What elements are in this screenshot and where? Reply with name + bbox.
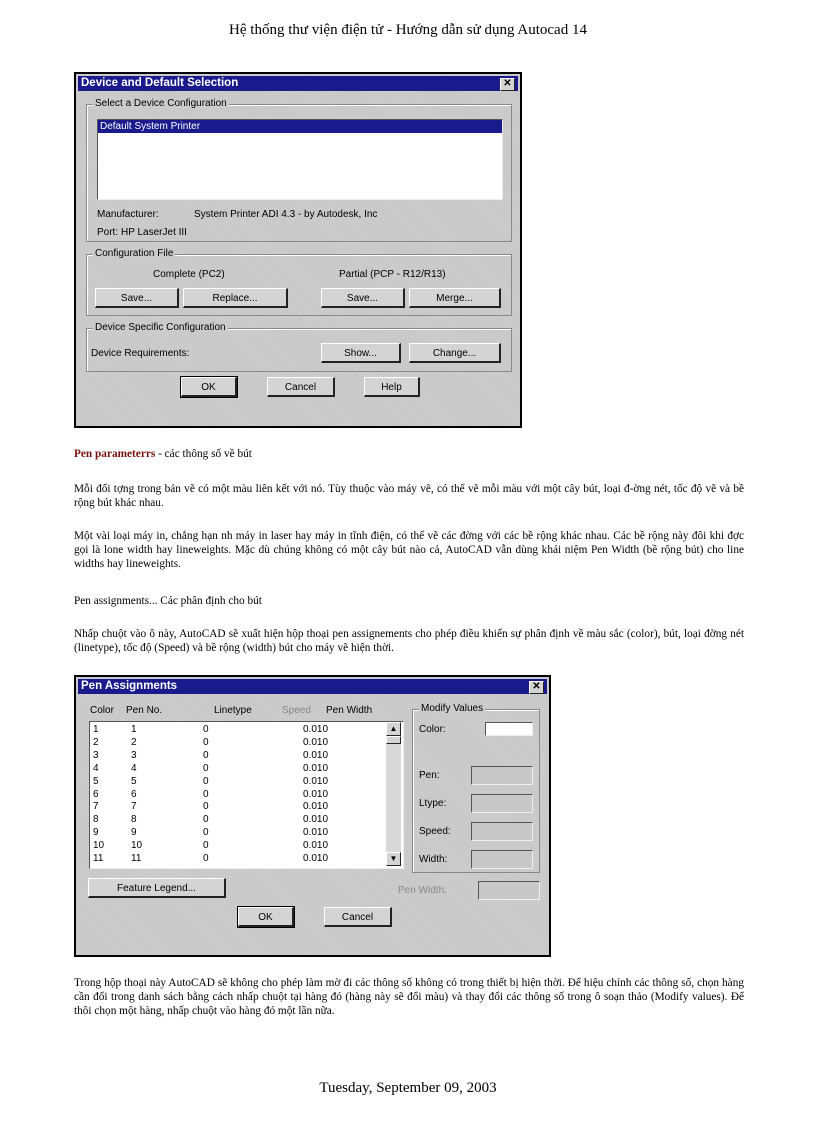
table-row[interactable] — [93, 853, 363, 866]
pen-no-cell: 3 — [131, 749, 137, 761]
color-cell: 4 — [93, 762, 99, 774]
device-config-group — [86, 98, 512, 242]
dialog-title: Device and Default Selection — [81, 77, 239, 89]
pen-width-cell: 0.010 — [303, 749, 329, 761]
close-icon[interactable]: ✕ — [529, 681, 544, 694]
replace-button[interactable]: Replace... — [183, 288, 288, 308]
group-title: Select a Device Configuration — [95, 98, 227, 109]
device-requirements-label: Device Requirements: — [91, 348, 190, 359]
ok-button[interactable]: OK — [181, 377, 237, 397]
linetype-cell: 0 — [203, 788, 209, 800]
scroll-thumb[interactable] — [386, 736, 401, 744]
table-row[interactable] — [93, 776, 363, 789]
linetype-cell: 0 — [203, 853, 209, 865]
page-header: Hệ thống thư viện điện tử - Hướng dẫn sử dụng Autocad 14 — [229, 22, 587, 38]
pen-no-cell: 9 — [131, 827, 137, 839]
ok-button[interactable]: OK — [238, 907, 294, 927]
pen-width-cell: 0.010 — [303, 827, 329, 839]
table-row[interactable] — [93, 840, 363, 853]
pen-no-cell: 2 — [131, 736, 137, 748]
pen-width-cell: 0.010 — [303, 840, 329, 852]
device-specific-group — [86, 322, 512, 372]
color-label: Color: — [419, 724, 446, 735]
port-label: Port: — [97, 227, 119, 238]
color-cell: 3 — [93, 749, 99, 761]
table-row[interactable] — [93, 789, 363, 802]
list-scrollbar[interactable] — [386, 722, 401, 866]
linetype-cell: 0 — [203, 814, 209, 826]
paragraph: Nhấp chuột vào ô này, AutoCAD sẽ xuất hiện hộp thoại pen assignements cho phép điều khiển sự phân định về màu sắc (color), bút, loại đờng nét (linetype), tốc độ (Speed) và bề rộng (width) bút cho máy vẽ hiện thời. — [74, 628, 744, 654]
color-cell: 11 — [93, 853, 104, 865]
paragraph: Pen assignments... Các phân định cho bút — [74, 595, 262, 607]
col-header-color: Color — [90, 705, 114, 716]
table-row[interactable] — [93, 814, 363, 827]
config-file-group — [86, 248, 512, 316]
color-swatch[interactable] — [485, 722, 533, 736]
feature-legend-button[interactable]: Feature Legend... — [88, 878, 226, 898]
pen-no-cell: 4 — [131, 762, 137, 774]
color-cell: 5 — [93, 775, 99, 787]
close-icon[interactable]: ✕ — [500, 78, 515, 91]
table-row[interactable] — [93, 750, 363, 763]
save-complete-button[interactable]: Save... — [95, 288, 179, 308]
pen-no-cell: 6 — [131, 788, 137, 800]
section-heading — [74, 447, 744, 461]
manufacturer-value: System Printer ADI 4.3 - by Autodesk, Inc — [194, 209, 378, 220]
merge-button[interactable]: Merge... — [409, 288, 501, 308]
pen-width-field[interactable] — [478, 881, 540, 900]
pen-assignments-dialog — [74, 675, 551, 957]
paragraph: Một vài loại máy in, chẳng hạn nh máy in laser hay máy in tĩnh điện, có thể vẽ các đờng với các bề rộng khác nhau. Các bề rộng này đôi khi đợc gọi là lone width hay lineweights. Mặc dù chúng không có một cây bút nào cả, AutoCAD vẫn dùng khái niệm Pen Width (bề rộng bút) cho line widths hay lineweights. — [74, 530, 744, 570]
pen-no-cell: 1 — [131, 724, 137, 735]
port-value: HP LaserJet III — [121, 227, 187, 238]
dialog-title-bar — [78, 76, 518, 91]
pen-label: Pen: — [419, 770, 440, 781]
manufacturer-label: Manufacturer: — [97, 209, 159, 220]
linetype-cell: 0 — [203, 840, 209, 852]
help-button[interactable]: Help — [364, 377, 420, 397]
group-title: Device Specific Configuration — [95, 322, 226, 333]
speed-field[interactable] — [471, 822, 533, 841]
table-row[interactable] — [93, 827, 363, 840]
color-cell: 8 — [93, 814, 99, 826]
group-title: Modify Values — [421, 703, 484, 714]
color-cell: 1 — [93, 724, 99, 735]
linetype-cell: 0 — [203, 801, 209, 813]
change-button[interactable]: Change... — [409, 343, 501, 363]
col-header-linetype: Linetype — [214, 705, 252, 716]
linetype-cell: 0 — [203, 724, 209, 735]
col-header-pen: Pen No. — [126, 705, 163, 716]
table-row[interactable] — [93, 801, 363, 814]
col-header-speed: Speed — [282, 705, 311, 716]
linetype-cell: 0 — [203, 827, 209, 839]
device-list[interactable] — [97, 119, 503, 200]
pen-list[interactable] — [89, 721, 404, 869]
list-item-selected[interactable]: Default System Printer — [98, 120, 502, 133]
color-cell: 10 — [93, 840, 105, 852]
partial-label: Partial (PCP - R12/R13) — [339, 269, 446, 280]
show-button[interactable]: Show... — [321, 343, 401, 363]
color-cell: 9 — [93, 827, 99, 839]
scroll-up-icon[interactable]: ▲ — [386, 722, 401, 736]
linetype-cell: 0 — [203, 762, 209, 774]
pen-width-cell: 0.010 — [303, 724, 329, 735]
pen-no-cell: 5 — [131, 775, 137, 787]
cancel-button[interactable]: Cancel — [267, 377, 335, 397]
speed-label: Speed: — [419, 826, 451, 837]
heading-bold: Pen parameterrs — [74, 448, 156, 460]
pen-no-cell: 11 — [131, 853, 142, 865]
pen-no-cell: 10 — [131, 840, 143, 852]
linetype-cell: 0 — [203, 736, 209, 748]
pen-width-cell: 0.010 — [303, 801, 329, 813]
table-row[interactable] — [93, 763, 363, 776]
table-row[interactable] — [93, 737, 363, 750]
ltype-field[interactable] — [471, 794, 533, 813]
width-label: Width: — [419, 854, 448, 865]
color-cell: 6 — [93, 788, 99, 800]
pen-width-cell: 0.010 — [303, 853, 329, 865]
pen-no-cell: 7 — [131, 801, 137, 813]
pen-width-cell: 0.010 — [303, 775, 329, 787]
dialog-title-bar — [78, 679, 547, 694]
col-header-pen-width: Pen Width — [326, 705, 373, 716]
paragraph: Mỗi đối tợng trong bản vẽ có một màu liên kết với nó. Tùy thuộc vào máy vẽ, có thể vẽ mỗi màu với một cây bút, loại đ-ờng nét, tốc độ vẽ và bề rộng bút khác nhau. — [74, 483, 744, 509]
dialog-title: Pen Assignments — [81, 680, 178, 692]
width-field[interactable] — [471, 850, 533, 869]
linetype-cell: 0 — [203, 775, 209, 787]
ltype-label: Ltype: — [419, 798, 447, 809]
pen-no-cell: 8 — [131, 814, 137, 826]
pen-width-cell: 0.010 — [303, 736, 329, 748]
pen-field[interactable] — [471, 766, 533, 785]
cancel-button[interactable]: Cancel — [324, 907, 392, 927]
pen-width-cell: 0.010 — [303, 762, 329, 774]
table-row[interactable] — [93, 724, 363, 737]
modify-values-group — [412, 703, 540, 873]
device-selection-dialog — [74, 72, 522, 428]
scroll-down-icon[interactable]: ▼ — [386, 852, 401, 866]
linetype-cell: 0 — [203, 749, 209, 761]
heading-rest: - các thông số về bút — [155, 448, 252, 460]
pen-width-label: Pen Width: — [398, 885, 447, 896]
save-partial-button[interactable]: Save... — [321, 288, 405, 308]
pen-width-cell: 0.010 — [303, 788, 329, 800]
color-cell: 2 — [93, 736, 99, 748]
color-cell: 7 — [93, 801, 99, 813]
paragraph: Trong hộp thoại này AutoCAD sẽ không cho phép làm mờ đi các thông số không có trong thiết bị hiện thời. Để hiệu chỉnh các thông số, chọn hàng cần đổi trong danh sách bằng cách nhấp chuột tại hàng đó (hàng này sẽ đổi màu) và thay đổi các thông số trong ô soạn thảo (Modify values). Để thôi chọn một hàng, nhấp chuột vào hàng đó một lần nữa. — [74, 977, 744, 1017]
complete-label: Complete (PC2) — [153, 269, 225, 280]
page-footer: Tuesday, September 09, 2003 — [319, 1080, 497, 1096]
pen-table — [93, 724, 363, 866]
pen-width-cell: 0.010 — [303, 814, 329, 826]
group-title: Configuration File — [95, 248, 174, 259]
